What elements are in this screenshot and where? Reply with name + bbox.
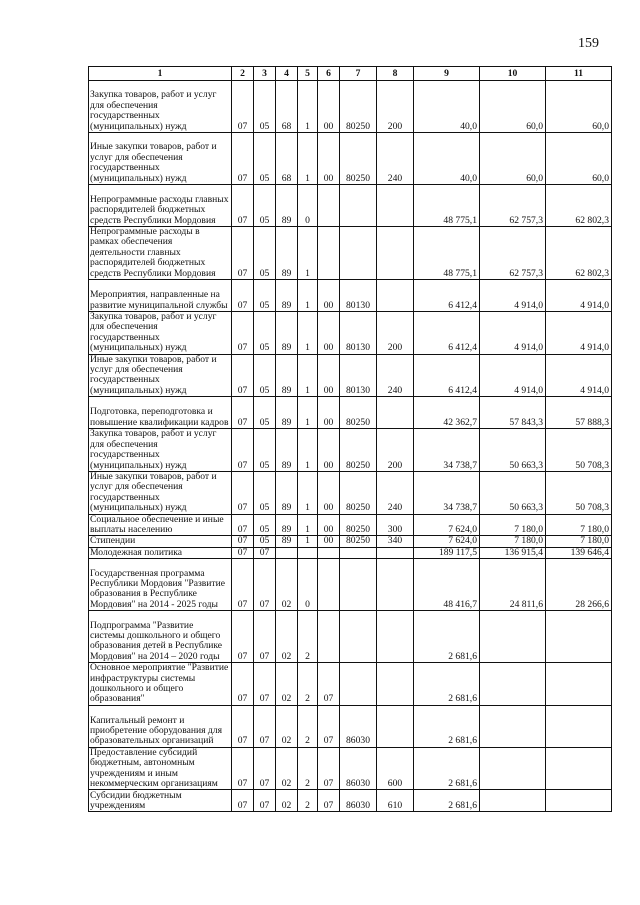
direction-code bbox=[340, 559, 377, 611]
subprogram-code: 2 bbox=[298, 747, 318, 790]
direction-code bbox=[340, 547, 377, 558]
amount-col-9: 6 412,4 bbox=[414, 354, 480, 397]
row-name: Иные закупки товаров, работ и услуг для обеспечения государственных (муниципальных) нужд bbox=[89, 471, 232, 514]
amount-col-9: 2 681,6 bbox=[414, 747, 480, 790]
amount-col-11 bbox=[546, 790, 612, 812]
subprogram-code: 2 bbox=[298, 611, 318, 663]
amount-col-10: 24 811,6 bbox=[480, 559, 546, 611]
amount-col-10 bbox=[480, 747, 546, 790]
table-row bbox=[89, 514, 612, 536]
direction-code bbox=[340, 663, 377, 706]
program-code: 89 bbox=[276, 536, 298, 547]
row-name: Иные закупки товаров, работ и услуг для обеспечения государственных (муниципальных) нужд bbox=[89, 133, 232, 185]
subsection-code: 05 bbox=[254, 280, 276, 312]
program-code: 02 bbox=[276, 705, 298, 747]
program-code: 68 bbox=[276, 133, 298, 185]
expense-type-code bbox=[377, 559, 414, 611]
amount-col-9: 40,0 bbox=[414, 81, 480, 133]
program-code: 68 bbox=[276, 81, 298, 133]
subsection-code: 05 bbox=[254, 227, 276, 280]
amount-col-9: 34 738,7 bbox=[414, 471, 480, 514]
event-code: 07 bbox=[318, 663, 340, 706]
subprogram-code: 1 bbox=[298, 312, 318, 355]
amount-col-10: 62 757,3 bbox=[480, 227, 546, 280]
amount-col-9: 40,0 bbox=[414, 133, 480, 185]
table-row bbox=[89, 663, 612, 706]
budget-table bbox=[88, 66, 612, 812]
direction-code: 80250 bbox=[340, 397, 377, 429]
subprogram-code: 1 bbox=[298, 133, 318, 185]
expense-type-code bbox=[377, 663, 414, 706]
table-row bbox=[89, 280, 612, 312]
table-row bbox=[89, 354, 612, 397]
row-name: Молодежная политика bbox=[89, 547, 232, 558]
event-code: 00 bbox=[318, 81, 340, 133]
program-code: 89 bbox=[276, 312, 298, 355]
subprogram-code: 2 bbox=[298, 790, 318, 812]
subprogram-code: 1 bbox=[298, 514, 318, 536]
subsection-code: 05 bbox=[254, 429, 276, 472]
event-code bbox=[318, 185, 340, 227]
section-code: 07 bbox=[232, 705, 254, 747]
direction-code bbox=[340, 227, 377, 280]
amount-col-11 bbox=[546, 705, 612, 747]
section-code: 07 bbox=[232, 81, 254, 133]
table-row bbox=[89, 429, 612, 472]
amount-col-10 bbox=[480, 790, 546, 812]
expense-type-code bbox=[377, 547, 414, 558]
amount-col-9: 189 117,5 bbox=[414, 547, 480, 558]
subprogram-code: 1 bbox=[298, 81, 318, 133]
amount-col-11: 57 888,3 bbox=[546, 397, 612, 429]
section-code: 07 bbox=[232, 429, 254, 472]
event-code: 07 bbox=[318, 790, 340, 812]
row-name: Закупка товаров, работ и услуг для обеспечения государственных (муниципальных) нужд bbox=[89, 429, 232, 472]
amount-col-9: 48 775,1 bbox=[414, 227, 480, 280]
row-name: Государственная программа Республики Мордовия "Развитие образования в Республике Мордовия" на 2014 - 2025 годы bbox=[89, 559, 232, 611]
program-code: 89 bbox=[276, 471, 298, 514]
expense-type-code bbox=[377, 705, 414, 747]
expense-type-code: 300 bbox=[377, 514, 414, 536]
event-code: 00 bbox=[318, 312, 340, 355]
amount-col-11: 4 914,0 bbox=[546, 312, 612, 355]
expense-type-code: 240 bbox=[377, 133, 414, 185]
amount-col-11: 62 802,3 bbox=[546, 227, 612, 280]
row-name: Подпрограмма "Развитие системы дошкольного и общего образования детей в Республике Мордовия" на 2014 – 2020 годы bbox=[89, 611, 232, 663]
row-name: Мероприятия, направленные на развитие муниципальной службы bbox=[89, 280, 232, 312]
table-row bbox=[89, 559, 612, 611]
subsection-code: 07 bbox=[254, 547, 276, 558]
program-code: 89 bbox=[276, 397, 298, 429]
subprogram-code: 1 bbox=[298, 354, 318, 397]
amount-col-10 bbox=[480, 611, 546, 663]
subsection-code: 07 bbox=[254, 559, 276, 611]
program-code: 02 bbox=[276, 747, 298, 790]
amount-col-10: 4 914,0 bbox=[480, 354, 546, 397]
subsection-code: 05 bbox=[254, 514, 276, 536]
table-row bbox=[89, 747, 612, 790]
amount-col-10: 7 180,0 bbox=[480, 514, 546, 536]
expense-type-code bbox=[377, 280, 414, 312]
subprogram-code: 1 bbox=[298, 429, 318, 472]
direction-code bbox=[340, 611, 377, 663]
row-name: Стипендии bbox=[89, 536, 232, 547]
direction-code: 80130 bbox=[340, 280, 377, 312]
section-code: 07 bbox=[232, 547, 254, 558]
subprogram-code: 2 bbox=[298, 663, 318, 706]
column-header: 7 bbox=[340, 67, 377, 81]
column-header: 5 bbox=[298, 67, 318, 81]
section-code: 07 bbox=[232, 747, 254, 790]
event-code: 00 bbox=[318, 133, 340, 185]
table-row bbox=[89, 547, 612, 558]
amount-col-10: 136 915,4 bbox=[480, 547, 546, 558]
amount-col-9: 2 681,6 bbox=[414, 663, 480, 706]
direction-code: 80250 bbox=[340, 133, 377, 185]
amount-col-9: 2 681,6 bbox=[414, 705, 480, 747]
expense-type-code bbox=[377, 611, 414, 663]
subprogram-code: 0 bbox=[298, 185, 318, 227]
amount-col-9: 42 362,7 bbox=[414, 397, 480, 429]
amount-col-9: 2 681,6 bbox=[414, 790, 480, 812]
table-row bbox=[89, 611, 612, 663]
row-name: Подготовка, переподготовка и повышение квалификации кадров bbox=[89, 397, 232, 429]
table-row bbox=[89, 790, 612, 812]
subsection-code: 07 bbox=[254, 747, 276, 790]
amount-col-10 bbox=[480, 705, 546, 747]
section-code: 07 bbox=[232, 514, 254, 536]
amount-col-11: 4 914,0 bbox=[546, 354, 612, 397]
column-header: 4 bbox=[276, 67, 298, 81]
program-code: 89 bbox=[276, 280, 298, 312]
program-code: 89 bbox=[276, 429, 298, 472]
expense-type-code: 200 bbox=[377, 429, 414, 472]
event-code: 07 bbox=[318, 747, 340, 790]
row-name: Иные закупки товаров, работ и услуг для обеспечения государственных (муниципальных) нужд bbox=[89, 354, 232, 397]
direction-code: 80250 bbox=[340, 514, 377, 536]
amount-col-11: 62 802,3 bbox=[546, 185, 612, 227]
section-code: 07 bbox=[232, 397, 254, 429]
row-name: Закупка товаров, работ и услуг для обеспечения государственных (муниципальных) нужд bbox=[89, 312, 232, 355]
section-code: 07 bbox=[232, 611, 254, 663]
table-row bbox=[89, 227, 612, 280]
header-row bbox=[89, 67, 612, 81]
column-header: 3 bbox=[254, 67, 276, 81]
direction-code: 80250 bbox=[340, 536, 377, 547]
amount-col-11: 50 708,3 bbox=[546, 429, 612, 472]
expense-type-code: 200 bbox=[377, 312, 414, 355]
amount-col-11: 7 180,0 bbox=[546, 536, 612, 547]
table-row bbox=[89, 81, 612, 133]
row-name: Непрограммные расходы в рамках обеспечения деятельности главных распорядителей бюджетных средств Республики Мордовия bbox=[89, 227, 232, 280]
program-code: 02 bbox=[276, 790, 298, 812]
subprogram-code: 1 bbox=[298, 471, 318, 514]
table-row bbox=[89, 397, 612, 429]
row-name: Закупка товаров, работ и услуг для обеспечения государственных (муниципальных) нужд bbox=[89, 81, 232, 133]
expense-type-code bbox=[377, 227, 414, 280]
direction-code: 80250 bbox=[340, 429, 377, 472]
section-code: 07 bbox=[232, 227, 254, 280]
row-name: Капитальный ремонт и приобретение оборудования для образовательных организаций bbox=[89, 705, 232, 747]
event-code: 00 bbox=[318, 536, 340, 547]
column-header: 8 bbox=[377, 67, 414, 81]
expense-type-code: 200 bbox=[377, 81, 414, 133]
amount-col-9: 2 681,6 bbox=[414, 611, 480, 663]
subprogram-code: 1 bbox=[298, 227, 318, 280]
amount-col-9: 6 412,4 bbox=[414, 312, 480, 355]
column-header: 9 bbox=[414, 67, 480, 81]
direction-code: 86030 bbox=[340, 790, 377, 812]
amount-col-11: 60,0 bbox=[546, 81, 612, 133]
amount-col-10: 62 757,3 bbox=[480, 185, 546, 227]
subprogram-code: 1 bbox=[298, 280, 318, 312]
subsection-code: 05 bbox=[254, 185, 276, 227]
direction-code bbox=[340, 185, 377, 227]
table-row bbox=[89, 133, 612, 185]
section-code: 07 bbox=[232, 280, 254, 312]
program-code bbox=[276, 547, 298, 558]
subprogram-code: 2 bbox=[298, 705, 318, 747]
event-code: 00 bbox=[318, 429, 340, 472]
program-code: 89 bbox=[276, 227, 298, 280]
amount-col-9: 6 412,4 bbox=[414, 280, 480, 312]
amount-col-9: 48 416,7 bbox=[414, 559, 480, 611]
direction-code: 80250 bbox=[340, 81, 377, 133]
amount-col-10: 7 180,0 bbox=[480, 536, 546, 547]
amount-col-11: 60,0 bbox=[546, 133, 612, 185]
amount-col-11: 139 646,4 bbox=[546, 547, 612, 558]
column-header: 11 bbox=[546, 67, 612, 81]
amount-col-10: 60,0 bbox=[480, 81, 546, 133]
subsection-code: 07 bbox=[254, 611, 276, 663]
program-code: 02 bbox=[276, 611, 298, 663]
event-code bbox=[318, 227, 340, 280]
amount-col-11: 50 708,3 bbox=[546, 471, 612, 514]
direction-code: 86030 bbox=[340, 705, 377, 747]
event-code: 00 bbox=[318, 354, 340, 397]
amount-col-10: 4 914,0 bbox=[480, 312, 546, 355]
amount-col-10 bbox=[480, 663, 546, 706]
table-row bbox=[89, 312, 612, 355]
table-row bbox=[89, 536, 612, 547]
program-code: 89 bbox=[276, 514, 298, 536]
subsection-code: 05 bbox=[254, 397, 276, 429]
subprogram-code: 0 bbox=[298, 559, 318, 611]
section-code: 07 bbox=[232, 185, 254, 227]
event-code: 00 bbox=[318, 471, 340, 514]
section-code: 07 bbox=[232, 312, 254, 355]
subsection-code: 05 bbox=[254, 133, 276, 185]
table-row bbox=[89, 185, 612, 227]
amount-col-10: 57 843,3 bbox=[480, 397, 546, 429]
subsection-code: 05 bbox=[254, 471, 276, 514]
expense-type-code: 240 bbox=[377, 471, 414, 514]
row-name: Основное мероприятие "Развитие инфраструктуры системы дошкольного и общего образования" bbox=[89, 663, 232, 706]
row-name: Субсидии бюджетным учреждениям bbox=[89, 790, 232, 812]
subsection-code: 05 bbox=[254, 354, 276, 397]
amount-col-9: 7 624,0 bbox=[414, 514, 480, 536]
subprogram-code: 1 bbox=[298, 397, 318, 429]
amount-col-11 bbox=[546, 611, 612, 663]
direction-code: 80130 bbox=[340, 354, 377, 397]
table-row bbox=[89, 705, 612, 747]
amount-col-9: 7 624,0 bbox=[414, 536, 480, 547]
page-number: 159 bbox=[578, 36, 599, 51]
subsection-code: 07 bbox=[254, 790, 276, 812]
table-row bbox=[89, 471, 612, 514]
subsection-code: 05 bbox=[254, 81, 276, 133]
amount-col-9: 34 738,7 bbox=[414, 429, 480, 472]
section-code: 07 bbox=[232, 663, 254, 706]
row-name: Социальное обеспечение и иные выплаты населению bbox=[89, 514, 232, 536]
direction-code: 80250 bbox=[340, 471, 377, 514]
amount-col-11 bbox=[546, 663, 612, 706]
section-code: 07 bbox=[232, 354, 254, 397]
expense-type-code bbox=[377, 185, 414, 227]
program-code: 89 bbox=[276, 354, 298, 397]
amount-col-10: 50 663,3 bbox=[480, 429, 546, 472]
subsection-code: 07 bbox=[254, 663, 276, 706]
amount-col-9: 48 775,1 bbox=[414, 185, 480, 227]
expense-type-code: 610 bbox=[377, 790, 414, 812]
column-header: 10 bbox=[480, 67, 546, 81]
row-name: Предоставление субсидий бюджетным, автономным учреждениям и иным некоммерческим организациям bbox=[89, 747, 232, 790]
event-code: 00 bbox=[318, 397, 340, 429]
event-code: 00 bbox=[318, 514, 340, 536]
event-code: 00 bbox=[318, 280, 340, 312]
direction-code: 80130 bbox=[340, 312, 377, 355]
amount-col-10: 60,0 bbox=[480, 133, 546, 185]
event-code: 07 bbox=[318, 705, 340, 747]
program-code: 02 bbox=[276, 663, 298, 706]
subprogram-code bbox=[298, 547, 318, 558]
amount-col-10: 50 663,3 bbox=[480, 471, 546, 514]
amount-col-11: 7 180,0 bbox=[546, 514, 612, 536]
column-header: 6 bbox=[318, 67, 340, 81]
event-code bbox=[318, 611, 340, 663]
expense-type-code bbox=[377, 397, 414, 429]
column-header: 2 bbox=[232, 67, 254, 81]
subprogram-code: 1 bbox=[298, 536, 318, 547]
program-code: 02 bbox=[276, 559, 298, 611]
subsection-code: 07 bbox=[254, 705, 276, 747]
amount-col-11: 4 914,0 bbox=[546, 280, 612, 312]
section-code: 07 bbox=[232, 471, 254, 514]
subsection-code: 05 bbox=[254, 536, 276, 547]
section-code: 07 bbox=[232, 133, 254, 185]
row-name: Непрограммные расходы главных распорядителей бюджетных средств Республики Мордовия bbox=[89, 185, 232, 227]
subsection-code: 05 bbox=[254, 312, 276, 355]
expense-type-code: 600 bbox=[377, 747, 414, 790]
event-code bbox=[318, 547, 340, 558]
expense-type-code: 240 bbox=[377, 354, 414, 397]
amount-col-11: 28 266,6 bbox=[546, 559, 612, 611]
event-code bbox=[318, 559, 340, 611]
section-code: 07 bbox=[232, 536, 254, 547]
expense-type-code: 340 bbox=[377, 536, 414, 547]
column-header: 1 bbox=[89, 67, 232, 81]
direction-code: 86030 bbox=[340, 747, 377, 790]
amount-col-10: 4 914,0 bbox=[480, 280, 546, 312]
section-code: 07 bbox=[232, 559, 254, 611]
program-code: 89 bbox=[276, 185, 298, 227]
amount-col-11 bbox=[546, 747, 612, 790]
section-code: 07 bbox=[232, 790, 254, 812]
